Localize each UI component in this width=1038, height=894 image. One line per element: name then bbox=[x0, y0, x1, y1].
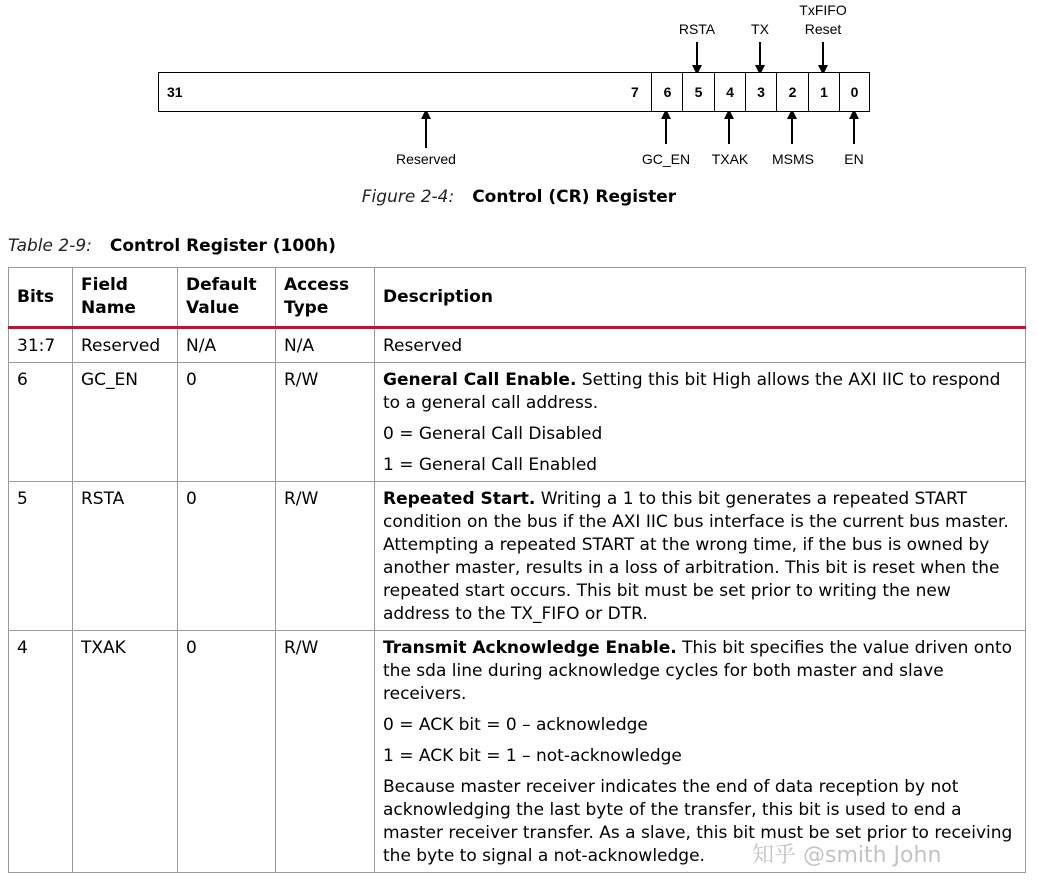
bit-6-cell: 6 bbox=[651, 73, 683, 111]
bit-0-cell: 0 bbox=[839, 73, 869, 111]
bit-5-cell: 5 bbox=[682, 73, 714, 111]
table-title: Control Register (100h) bbox=[109, 236, 336, 256]
bit-3-cell: 3 bbox=[745, 73, 776, 111]
cell-bits: 6 bbox=[9, 363, 73, 482]
figure-caption bbox=[0, 186, 1038, 207]
cell-default: N/A bbox=[178, 328, 276, 363]
table-row bbox=[9, 328, 1026, 363]
table-row bbox=[9, 482, 1026, 631]
description-value-line: 0 = ACK bit = 0 – acknowledge bbox=[383, 715, 648, 735]
description-note: Because master receiver indicates the end of data reception by not acknowledging the last byte of the transfer, this bit is used to end a master receiver transfer. As a slave, this bit must be set prior to receiving the byte to signal a not-acknowledge. bbox=[383, 777, 1013, 866]
cell-access: R/W bbox=[276, 482, 375, 631]
bit-31-label: 31 bbox=[167, 84, 183, 100]
header-field-line2: Name bbox=[81, 298, 136, 318]
description-paragraph bbox=[383, 369, 1017, 415]
cell-bits: 31:7 bbox=[9, 328, 73, 363]
header-description-text: Description bbox=[383, 286, 493, 307]
msms-label: MSMS bbox=[772, 151, 814, 167]
cell-access: N/A bbox=[276, 328, 375, 363]
cell-default: 0 bbox=[178, 363, 276, 482]
cell-bits: 5 bbox=[9, 482, 73, 631]
control-register-box bbox=[158, 72, 870, 112]
en-label: EN bbox=[844, 151, 864, 167]
header-bits bbox=[9, 268, 73, 328]
bit-2-cell: 2 bbox=[776, 73, 808, 111]
header-access-type bbox=[276, 268, 375, 328]
txfifo-label: TxFIFO bbox=[799, 2, 847, 18]
cell-access: R/W bbox=[276, 631, 375, 873]
figure-title: Control (CR) Register bbox=[472, 187, 677, 207]
description-value-line: 1 = ACK bit = 1 – not-acknowledge bbox=[383, 746, 682, 766]
table-header-row bbox=[9, 268, 1026, 328]
description-text: Writing a 1 to this bit generates a repeated START condition on the bus if the AXI IIC bus interface is the current bus master. Attempting a repeated START at the wrong time, if the bus is owned by another master, results in a loss of arbitration. This bit is reset when the repeated start occurs. This bit must be set prior to writing the new address to the TX_FIFO or DTR. bbox=[383, 489, 1009, 624]
bit-7-label: 7 bbox=[631, 84, 639, 100]
header-default-line2: Value bbox=[186, 298, 240, 318]
table-number: Table 2-9: bbox=[8, 236, 92, 256]
bit-4-cell: 4 bbox=[714, 73, 745, 111]
header-access-line1: Access bbox=[284, 275, 350, 295]
figure-number: Figure 2-4: bbox=[361, 187, 455, 207]
watermark: 知乎 @smith John bbox=[752, 843, 942, 868]
header-field-line1: Field bbox=[81, 275, 128, 295]
table-row bbox=[9, 631, 1026, 873]
header-field-name bbox=[73, 268, 178, 328]
cell-description bbox=[375, 363, 1026, 482]
description-text: Setting this bit High allows the AXI IIC to respond to a general call address. bbox=[383, 370, 1001, 413]
txak-label: TXAK bbox=[711, 151, 749, 167]
table-row bbox=[9, 363, 1026, 482]
cell-default: 0 bbox=[178, 631, 276, 873]
cell-default: 0 bbox=[178, 482, 276, 631]
header-default-line1: Default bbox=[186, 275, 257, 295]
cell-access: R/W bbox=[276, 363, 375, 482]
cell-description: Reserved bbox=[375, 328, 1026, 363]
cell-field: RSTA bbox=[73, 482, 178, 631]
cell-field: TXAK bbox=[73, 631, 178, 873]
description-paragraph bbox=[383, 637, 1017, 706]
description-text: This bit specifies the value driven onto the sda line during acknowledge cycles for both master and slave receivers. bbox=[383, 638, 1013, 704]
cell-description bbox=[375, 631, 1026, 873]
header-access-line2: Type bbox=[284, 298, 329, 318]
description-title: Repeated Start. bbox=[383, 489, 536, 509]
reserved-label: Reserved bbox=[396, 151, 456, 167]
control-register-table bbox=[8, 267, 1026, 873]
txfifo-reset-label: Reset bbox=[804, 21, 842, 37]
cell-bits: 4 bbox=[9, 631, 73, 873]
table-caption bbox=[8, 236, 336, 256]
gc-en-label: GC_EN bbox=[641, 151, 691, 167]
cell-description bbox=[375, 482, 1026, 631]
rsta-label: RSTA bbox=[678, 21, 716, 37]
header-bits-text: Bits bbox=[17, 286, 55, 307]
description-value-line: 0 = General Call Disabled bbox=[383, 424, 603, 444]
description-title: General Call Enable. bbox=[383, 370, 577, 390]
cell-field: Reserved bbox=[73, 328, 178, 363]
description-value-line: 1 = General Call Enabled bbox=[383, 455, 598, 475]
bit-1-cell: 1 bbox=[808, 73, 839, 111]
header-description bbox=[375, 268, 1026, 328]
description-title: Transmit Acknowledge Enable. bbox=[383, 638, 677, 658]
tx-label: TX bbox=[751, 21, 769, 37]
cell-field: GC_EN bbox=[73, 363, 178, 482]
description-paragraph bbox=[383, 488, 1017, 626]
header-default-value bbox=[178, 268, 276, 328]
